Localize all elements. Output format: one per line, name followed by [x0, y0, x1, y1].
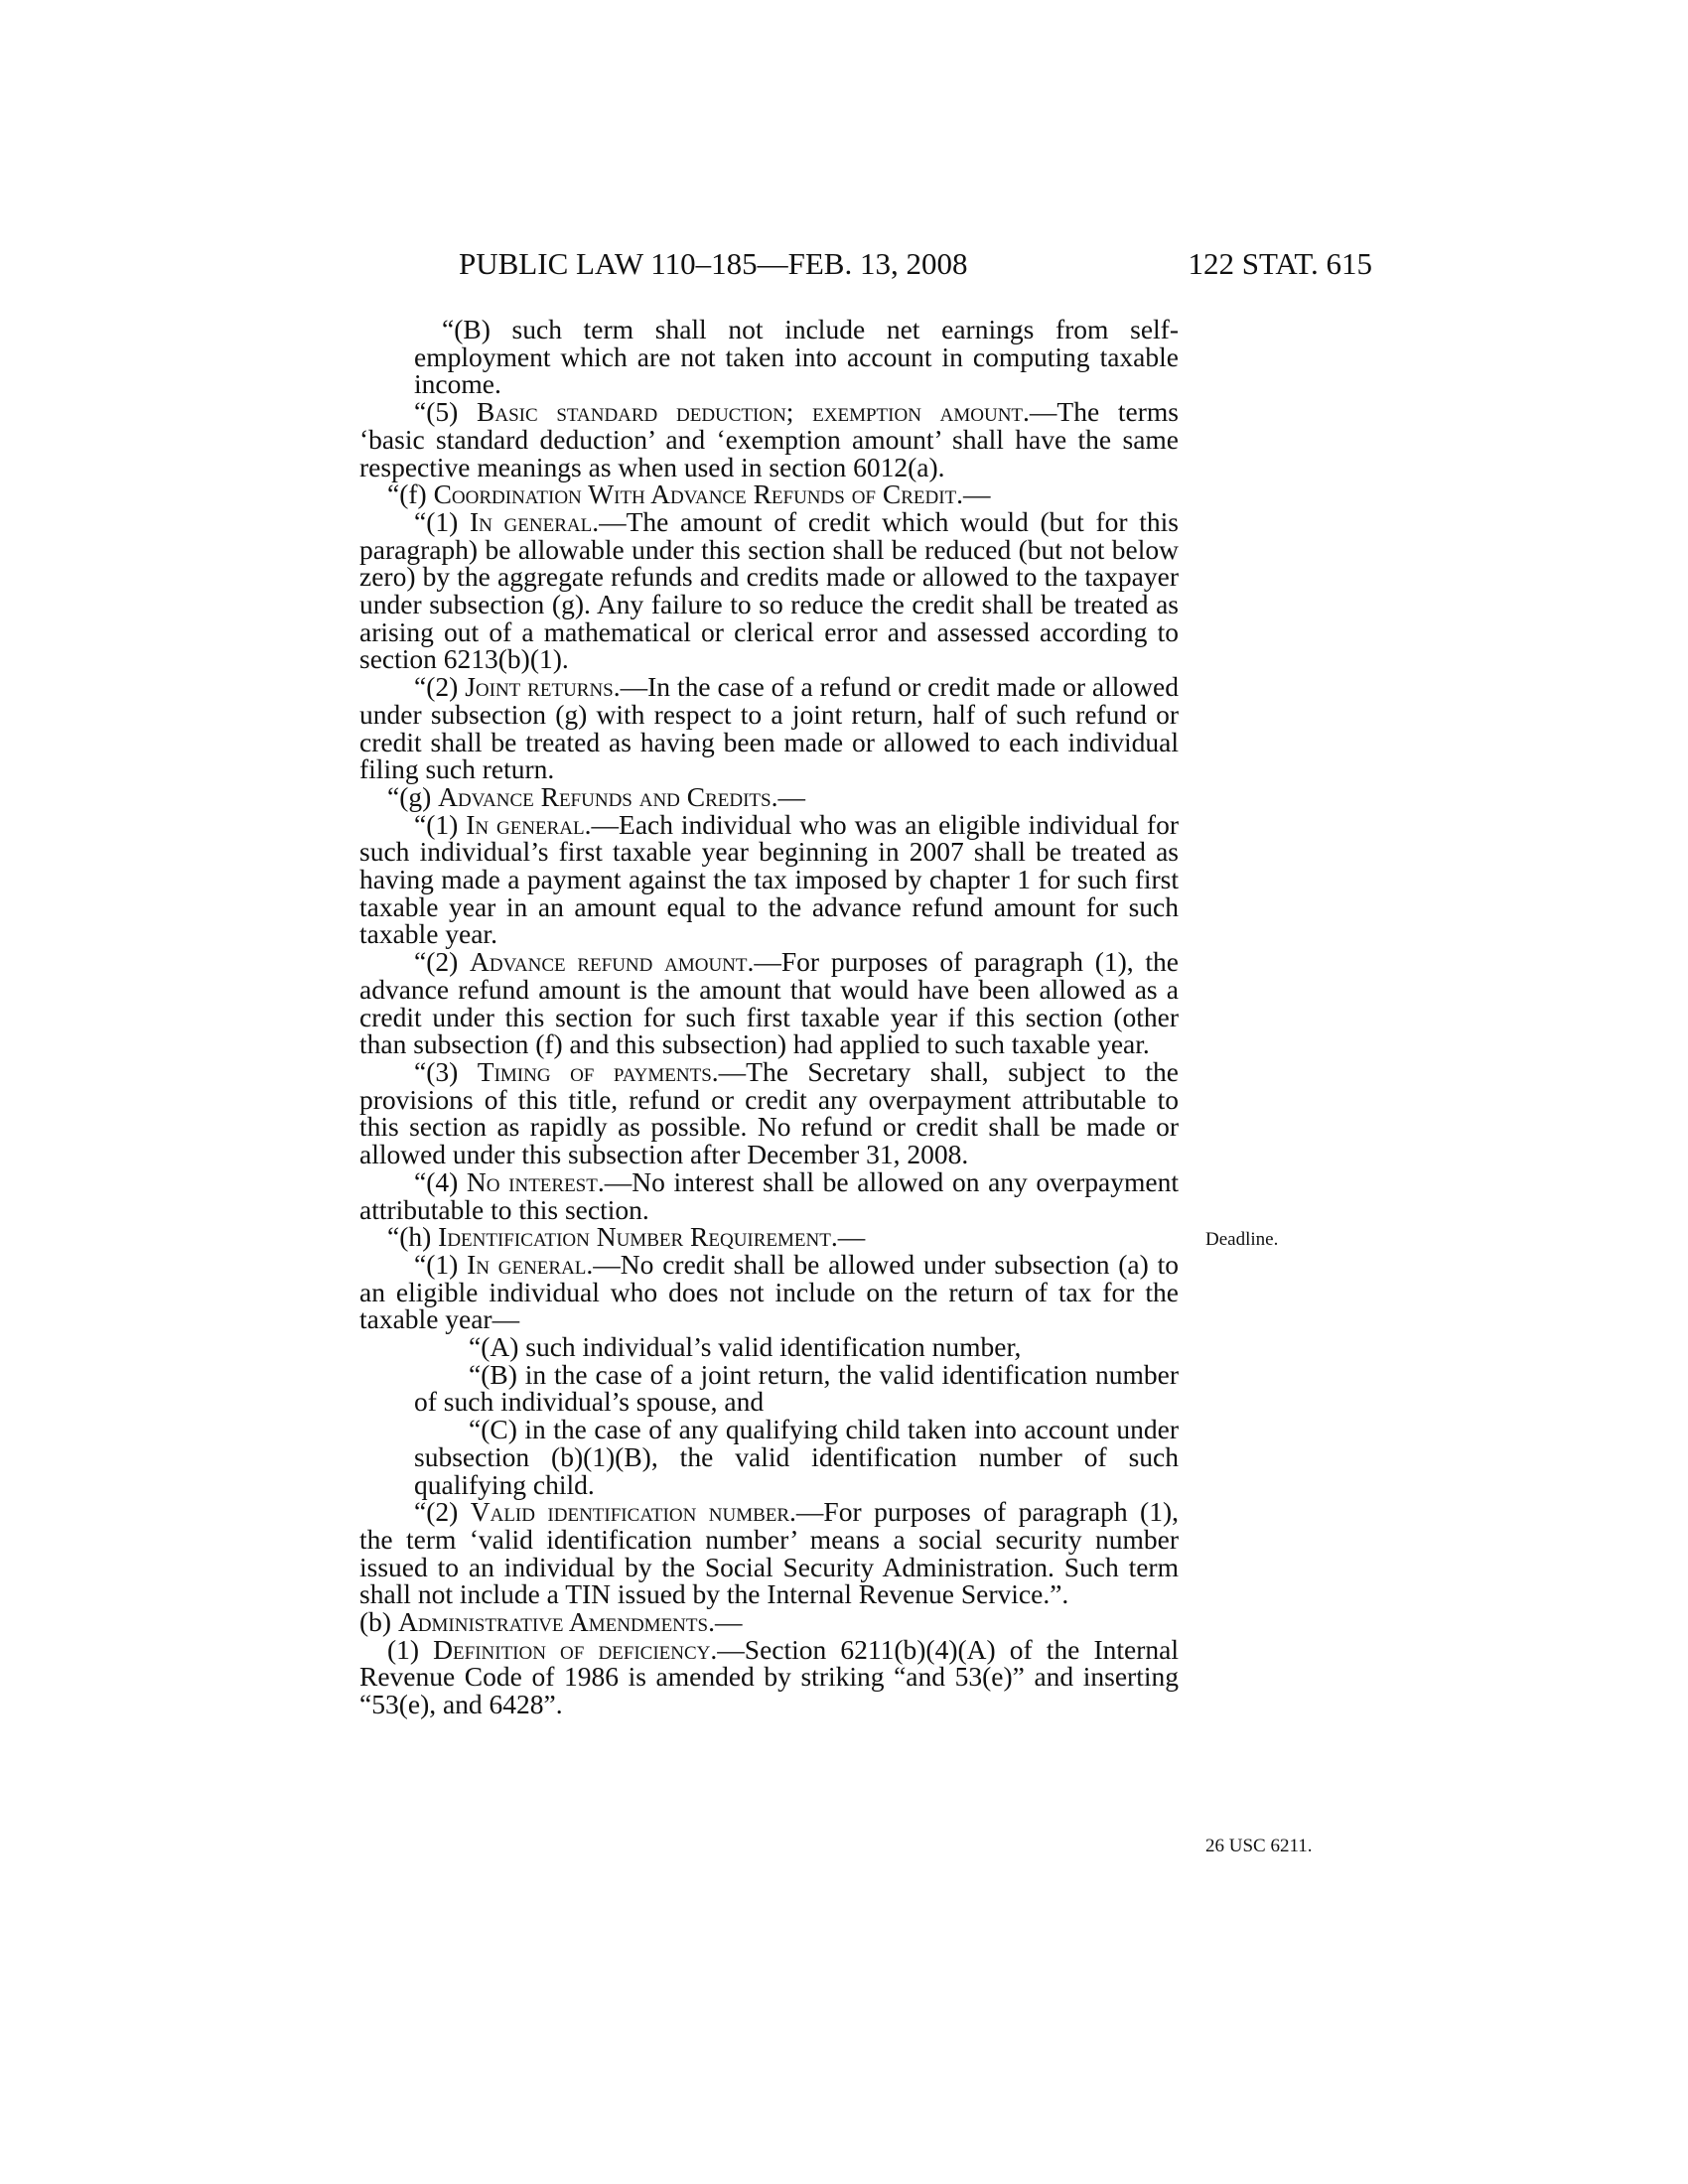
- body-paragraph: [359, 808, 1179, 950]
- paragraph-text: “(1): [414, 505, 470, 537]
- body-paragraph: [359, 505, 1179, 675]
- paragraph-text: “(1): [414, 1248, 468, 1280]
- paragraph-text: “(C) in the case of any qualifying child taken into account under subsection (b)(1)(B), the valid identification number of such qualifying child.: [414, 1414, 1179, 1500]
- body-paragraph: [359, 673, 1179, 783]
- body-paragraph: [359, 1055, 1179, 1170]
- statute-page-number: 122 STAT. 615: [1188, 246, 1372, 281]
- margin-note-deadline: Deadline.: [1205, 1229, 1279, 1250]
- body-paragraph: [359, 1608, 1179, 1636]
- body-paragraph: [359, 1498, 1179, 1608]
- paragraph-text: “(f): [387, 478, 434, 510]
- section-heading: Valid identification number: [470, 1496, 790, 1528]
- paragraph-text: “(g): [387, 780, 439, 812]
- paragraph-text: .—The amount of credit which would (but for this paragraph) be allowable under this section shall be reduced (but not below zero) by the aggregate refunds and credits made or allowed to the taxpayer under subsection (g). Any failure to so reduce the credit shall be treated as arising out of a mathematical or clerical error and assessed according to section 6213(b)(1).: [359, 505, 1179, 675]
- section-heading: Administrative Amendments: [397, 1606, 709, 1638]
- section-heading: In general: [469, 505, 593, 537]
- paragraph-text: “(3): [414, 1055, 478, 1087]
- document-body: [359, 316, 1179, 1718]
- section-heading: Advance Refunds and Credits: [438, 780, 772, 812]
- running-title: PUBLIC LAW 110–185—FEB. 13, 2008: [459, 246, 968, 281]
- paragraph-text: .—: [830, 1221, 866, 1253]
- paragraph-text: “(5): [414, 396, 477, 428]
- paragraph-text: (b): [359, 1606, 398, 1638]
- paragraph-text: “(B) such term shall not include net earnings from self-employment which are not taken into account in computing taxable income.: [414, 314, 1179, 400]
- body-paragraph: [359, 1416, 1179, 1498]
- section-heading: Joint returns: [465, 671, 614, 703]
- paragraph-text: .—For purposes of paragraph (1), the term ‘valid identification number’ means a social security number issued to an individual by the Social Security Administration. Such term shall not include a TIN issued by the Internal Revenue Service.”.: [359, 1496, 1179, 1610]
- paragraph-text: “(1): [414, 808, 467, 840]
- paragraph-text: “(4): [414, 1165, 467, 1197]
- body-paragraph: [359, 316, 1179, 398]
- paragraph-text: .—Section 6211(b)(4)(A) of the Internal Revenue Code of 1986 is amended by striking “and 53(e)” and inserting “53(e), and 6428”.: [359, 1633, 1179, 1720]
- paragraph-text: .—For purposes of paragraph (1), the advance refund amount is the amount that would have been allowed as a credit under this section for such first taxable year if this section (other than subsection (f) and this subsection) had applied to such taxable year.: [359, 946, 1179, 1060]
- section-heading: In general: [466, 808, 585, 840]
- paragraph-text: “(A) such individual’s valid identification number,: [469, 1331, 1022, 1363]
- paragraph-text: “(2): [414, 671, 466, 703]
- paragraph-text: .—: [708, 1606, 743, 1638]
- paragraph-text: .—: [956, 478, 991, 510]
- body-paragraph: [359, 1633, 1179, 1720]
- section-heading: Coordination With Advance Refunds of Credit: [433, 478, 957, 510]
- paragraph-text: “(h): [387, 1221, 439, 1253]
- body-paragraph: [359, 1333, 1179, 1361]
- body-paragraph: [359, 1248, 1179, 1335]
- paragraph-text: “(2): [414, 946, 471, 978]
- paragraph-text: “(B) in the case of a joint return, the valid identification number of such individual’s spouse, and: [414, 1358, 1179, 1418]
- section-heading: No interest: [466, 1165, 598, 1197]
- paragraph-text: .—The terms ‘basic standard deduction’ and ‘exemption amount’ shall have the same respective meanings as when used in section 6012(a).: [359, 396, 1179, 482]
- section-heading: Basic standard deduction; exemption amount: [477, 396, 1024, 428]
- body-paragraph: [359, 480, 1179, 508]
- paragraph-text: .—: [771, 780, 805, 812]
- body-paragraph: [359, 398, 1179, 480]
- section-heading: In general: [467, 1248, 587, 1280]
- paragraph-text: .—Each individual who was an eligible individual for such individual’s first taxable year beginning in 2007 shall be treated as having made a payment against the tax imposed by chapter 1 for such first taxable year in an amount equal to the advance refund amount for such taxable year.: [359, 808, 1179, 950]
- margin-note-usc-citation: 26 USC 6211.: [1205, 1836, 1313, 1856]
- section-heading: Identification Number Requirement: [438, 1221, 831, 1253]
- paragraph-text: .—No credit shall be allowed under subsection (a) to an eligible individual who does not include on the return of tax for the taxable year—: [359, 1248, 1179, 1335]
- body-paragraph: [359, 1165, 1179, 1225]
- body-paragraph: [359, 1223, 1179, 1251]
- body-paragraph: [359, 780, 1179, 812]
- paragraph-text: “(2): [414, 1496, 471, 1528]
- paragraph-text: .—The Secretary shall, subject to the provisions of this title, refund or credit any overpayment attributable to this section as rapidly as possible. No refund or credit shall be made or allowed under this subsection after December 31, 2008.: [359, 1055, 1179, 1170]
- paragraph-text: (1): [387, 1633, 434, 1665]
- section-heading: Timing of payments: [477, 1055, 712, 1087]
- page-header: [459, 246, 1372, 286]
- paragraph-text: .—No interest shall be allowed on any overpayment attributable to this section.: [359, 1165, 1179, 1225]
- paragraph-text: .—In the case of a refund or credit made or allowed under subsection (g) with respect to a joint return, half of such refund or credit shall be treated as having been made or allowed to each individual filing such return.: [359, 671, 1179, 785]
- section-heading: Advance refund amount: [470, 946, 748, 978]
- section-heading: Definition of deficiency: [433, 1633, 711, 1665]
- body-paragraph: [359, 948, 1179, 1058]
- body-paragraph: [359, 1358, 1179, 1418]
